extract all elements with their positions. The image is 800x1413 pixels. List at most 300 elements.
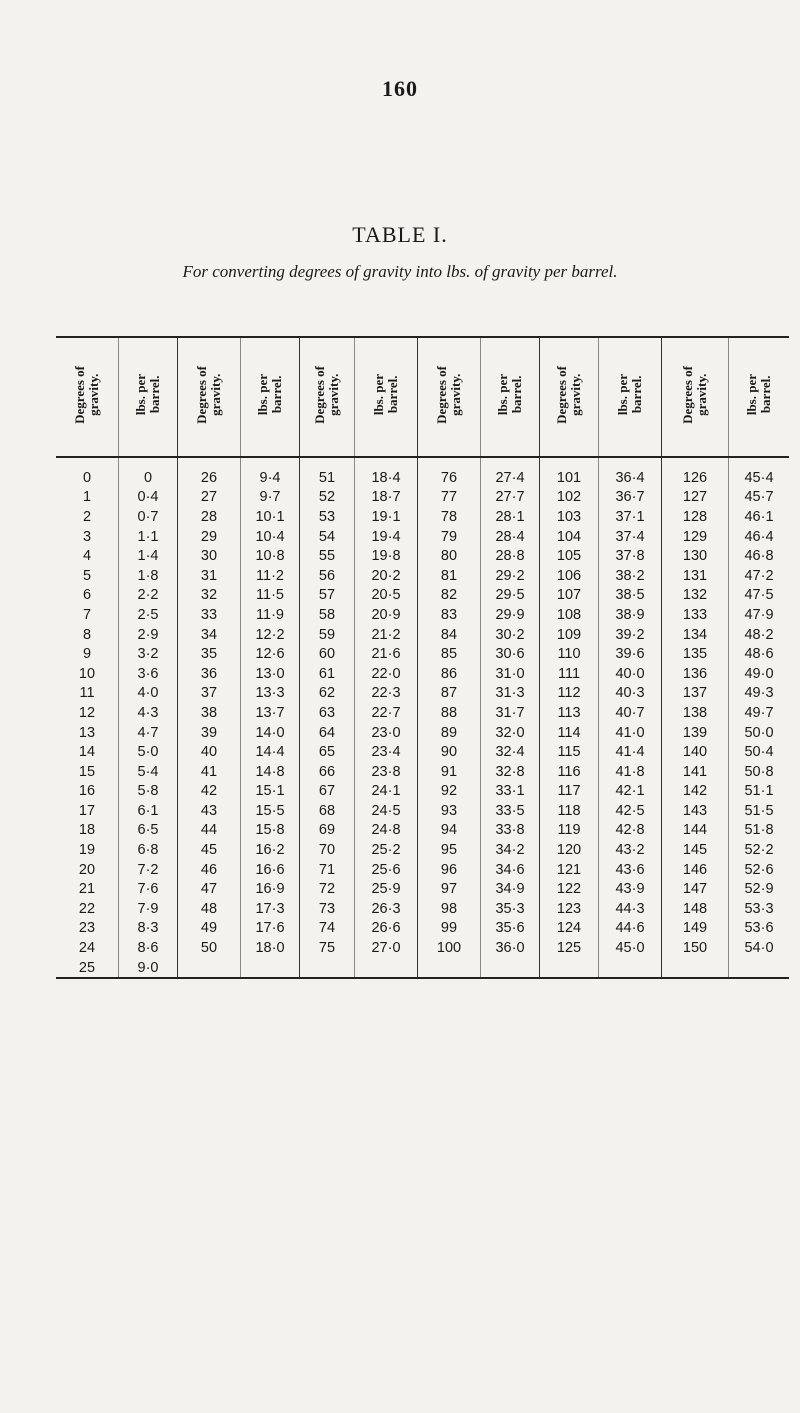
- degrees-cell: 132: [662, 586, 729, 606]
- lbs-per-barrel-cell: 22·0: [355, 664, 418, 684]
- lbs-per-barrel-cell: 19·4: [355, 527, 418, 547]
- lbs-per-barrel-cell: 45·4: [729, 457, 790, 488]
- lbs-per-barrel-cell: 9·7: [241, 488, 300, 508]
- degrees-cell: 82: [418, 586, 481, 606]
- degrees-cell: 146: [662, 860, 729, 880]
- lbs-per-barrel-cell: 1·1: [119, 527, 178, 547]
- lbs-per-barrel-cell: 23·8: [355, 762, 418, 782]
- lbs-per-barrel-cell: 36·0: [481, 938, 540, 958]
- degrees-cell: 71: [300, 860, 355, 880]
- degrees-cell: 42: [178, 782, 241, 802]
- degrees-cell: 122: [540, 879, 599, 899]
- degrees-cell: 14: [78, 744, 96, 761]
- lbs-per-barrel-cell: 34·9: [481, 879, 540, 899]
- degrees-cell: 76: [418, 457, 481, 488]
- degrees-cell: 20: [78, 861, 96, 878]
- lbs-per-barrel-cell: [481, 958, 540, 979]
- degrees-cell: 78: [418, 507, 481, 527]
- degrees-cell: 107: [540, 586, 599, 606]
- degrees-cell: 27: [178, 488, 241, 508]
- lbs-per-barrel-cell: 6·1: [119, 801, 178, 821]
- lbs-per-barrel-cell: 32·8: [481, 762, 540, 782]
- degrees-cell: 118: [540, 801, 599, 821]
- degrees-cell: 36: [178, 664, 241, 684]
- degrees-cell: 1: [82, 489, 92, 506]
- degrees-cell: 30: [178, 546, 241, 566]
- degrees-cell: [418, 958, 481, 979]
- degrees-cell: 139: [662, 723, 729, 743]
- degrees-cell: 22: [78, 900, 96, 917]
- lbs-per-barrel-cell: 49·3: [729, 684, 790, 704]
- table-title: TABLE I.: [352, 222, 448, 247]
- lbs-per-barrel-cell: 16·9: [241, 879, 300, 899]
- degrees-cell: 121: [540, 860, 599, 880]
- degrees-cell: 96: [418, 860, 481, 880]
- degrees-cell: 39: [178, 723, 241, 743]
- lbs-per-barrel-cell: 37·4: [599, 527, 662, 547]
- lbs-per-barrel-cell: 34·2: [481, 840, 540, 860]
- lbs-per-barrel-cell: 38·5: [599, 586, 662, 606]
- degrees-cell: 77: [418, 488, 481, 508]
- header-label: lbs. per barrel.: [133, 374, 162, 416]
- table-body: [56, 457, 789, 978]
- degrees-cell: 95: [418, 840, 481, 860]
- header-degrees-of-gravity: [56, 337, 119, 457]
- degrees-cell: 74: [300, 919, 355, 939]
- lbs-per-barrel-cell: 13·7: [241, 703, 300, 723]
- degrees-cell: 94: [418, 821, 481, 841]
- degrees-cell: 110: [540, 644, 599, 664]
- lbs-per-barrel-cell: 29·9: [481, 605, 540, 625]
- table-row: [56, 566, 789, 586]
- degrees-cell: 67: [300, 782, 355, 802]
- header-lbs-per-barrel: [355, 337, 418, 457]
- lbs-per-barrel-cell: 26·3: [355, 899, 418, 919]
- lbs-per-barrel-cell: 24·1: [355, 782, 418, 802]
- table-row: [56, 507, 789, 527]
- lbs-per-barrel-cell: 52·6: [729, 860, 790, 880]
- lbs-per-barrel-cell: 4·0: [119, 684, 178, 704]
- degrees-cell: 97: [418, 879, 481, 899]
- lbs-per-barrel-cell: 22·3: [355, 684, 418, 704]
- lbs-per-barrel-cell: 47·5: [729, 586, 790, 606]
- degrees-cell: 114: [540, 723, 599, 743]
- degrees-cell: 6: [82, 587, 92, 604]
- table-row: [56, 684, 789, 704]
- degrees-cell: 116: [540, 762, 599, 782]
- lbs-per-barrel-cell: 48·2: [729, 625, 790, 645]
- lbs-per-barrel-cell: 8·3: [119, 919, 178, 939]
- degrees-cell: 98: [418, 899, 481, 919]
- degrees-cell: 18: [78, 822, 96, 839]
- header-label: lbs. per barrel.: [615, 374, 644, 416]
- lbs-per-barrel-cell: 25·2: [355, 840, 418, 860]
- degrees-cell: 58: [300, 605, 355, 625]
- degrees-cell: 79: [418, 527, 481, 547]
- degrees-cell: 85: [418, 644, 481, 664]
- header-degrees-of-gravity: [540, 337, 599, 457]
- lbs-per-barrel-cell: 0: [119, 457, 178, 488]
- lbs-per-barrel-cell: 32·0: [481, 723, 540, 743]
- degrees-cell: 91: [418, 762, 481, 782]
- lbs-per-barrel-cell: 24·5: [355, 801, 418, 821]
- degrees-cell: 24: [78, 940, 96, 957]
- degrees-cell: 83: [418, 605, 481, 625]
- degrees-cell: 17: [78, 802, 96, 819]
- degrees-cell: 149: [662, 919, 729, 939]
- lbs-per-barrel-cell: 3·6: [119, 664, 178, 684]
- lbs-per-barrel-cell: [729, 958, 790, 979]
- degrees-cell: [300, 958, 355, 979]
- degrees-cell: 131: [662, 566, 729, 586]
- degrees-cell: 53: [300, 507, 355, 527]
- degrees-cell: 147: [662, 879, 729, 899]
- degrees-cell: 3: [82, 528, 92, 545]
- degrees-cell: 135: [662, 644, 729, 664]
- degrees-cell: 60: [300, 644, 355, 664]
- table-row: [56, 938, 789, 958]
- lbs-per-barrel-cell: 20·2: [355, 566, 418, 586]
- header-degrees-of-gravity: [418, 337, 481, 457]
- lbs-per-barrel-cell: 25·6: [355, 860, 418, 880]
- degrees-cell: 45: [178, 840, 241, 860]
- lbs-per-barrel-cell: 23·0: [355, 723, 418, 743]
- degrees-cell: 120: [540, 840, 599, 860]
- degrees-cell: 15: [78, 763, 96, 780]
- lbs-per-barrel-cell: 24·8: [355, 821, 418, 841]
- degrees-cell: 9: [82, 646, 92, 663]
- lbs-per-barrel-cell: 12·6: [241, 644, 300, 664]
- lbs-per-barrel-cell: 31·3: [481, 684, 540, 704]
- lbs-per-barrel-cell: 50·4: [729, 742, 790, 762]
- degrees-cell: 2: [82, 508, 92, 525]
- degrees-cell: 124: [540, 919, 599, 939]
- lbs-per-barrel-cell: 2·5: [119, 605, 178, 625]
- lbs-per-barrel-cell: 13·3: [241, 684, 300, 704]
- degrees-cell: 126: [662, 457, 729, 488]
- table-row: [56, 625, 789, 645]
- lbs-per-barrel-cell: 36·4: [599, 457, 662, 488]
- lbs-per-barrel-cell: 45·7: [729, 488, 790, 508]
- lbs-per-barrel-cell: 14·8: [241, 762, 300, 782]
- lbs-per-barrel-cell: 4·3: [119, 703, 178, 723]
- table-row: [56, 919, 789, 939]
- degrees-cell: [662, 958, 729, 979]
- degrees-cell: 25: [56, 958, 119, 979]
- lbs-per-barrel-cell: 12·2: [241, 625, 300, 645]
- lbs-per-barrel-cell: 5·4: [119, 762, 178, 782]
- lbs-per-barrel-cell: 49·0: [729, 664, 790, 684]
- lbs-per-barrel-cell: 17·6: [241, 919, 300, 939]
- degrees-cell: 125: [540, 938, 599, 958]
- lbs-per-barrel-cell: 18·4: [355, 457, 418, 488]
- lbs-per-barrel-cell: 53·6: [729, 919, 790, 939]
- header-degrees-of-gravity: [662, 337, 729, 457]
- degrees-cell: 92: [418, 782, 481, 802]
- degrees-cell: 111: [540, 664, 599, 684]
- degrees-cell: 5: [82, 567, 92, 584]
- lbs-per-barrel-cell: 40·3: [599, 684, 662, 704]
- lbs-per-barrel-cell: 40·0: [599, 664, 662, 684]
- lbs-per-barrel-cell: 33·5: [481, 801, 540, 821]
- header-label: lbs. per barrel.: [371, 374, 400, 416]
- degrees-cell: 145: [662, 840, 729, 860]
- degrees-cell: 66: [300, 762, 355, 782]
- lbs-per-barrel-cell: 19·1: [355, 507, 418, 527]
- degrees-cell: 81: [418, 566, 481, 586]
- header-label: Degrees of gravity.: [554, 366, 583, 424]
- lbs-per-barrel-cell: 50·0: [729, 723, 790, 743]
- lbs-per-barrel-cell: 42·8: [599, 821, 662, 841]
- degrees-cell: 32: [178, 586, 241, 606]
- degrees-cell: 48: [178, 899, 241, 919]
- degrees-cell: 109: [540, 625, 599, 645]
- lbs-per-barrel-cell: 16·2: [241, 840, 300, 860]
- lbs-per-barrel-cell: 11·5: [241, 586, 300, 606]
- lbs-per-barrel-cell: 14·4: [241, 742, 300, 762]
- degrees-cell: 44: [178, 821, 241, 841]
- lbs-per-barrel-cell: 47·2: [729, 566, 790, 586]
- lbs-per-barrel-cell: 15·5: [241, 801, 300, 821]
- degrees-cell: 40: [178, 742, 241, 762]
- lbs-per-barrel-cell: 10·8: [241, 546, 300, 566]
- degrees-cell: 35: [178, 644, 241, 664]
- degrees-cell: 127: [662, 488, 729, 508]
- degrees-cell: 43: [178, 801, 241, 821]
- lbs-per-barrel-cell: 9·4: [241, 457, 300, 488]
- degrees-cell: 80: [418, 546, 481, 566]
- degrees-cell: 134: [662, 625, 729, 645]
- degrees-cell: 54: [300, 527, 355, 547]
- degrees-cell: 69: [300, 821, 355, 841]
- table-row: [56, 664, 789, 684]
- degrees-cell: 26: [178, 457, 241, 488]
- table-row: [56, 742, 789, 762]
- degrees-cell: 75: [300, 938, 355, 958]
- lbs-per-barrel-cell: 13·0: [241, 664, 300, 684]
- lbs-per-barrel-cell: 5·8: [119, 782, 178, 802]
- degrees-cell: 84: [418, 625, 481, 645]
- degrees-cell: 144: [662, 821, 729, 841]
- degrees-cell: 100: [418, 938, 481, 958]
- degrees-cell: 129: [662, 527, 729, 547]
- degrees-cell: 128: [662, 507, 729, 527]
- lbs-per-barrel-cell: 32·4: [481, 742, 540, 762]
- degrees-cell: 89: [418, 723, 481, 743]
- lbs-per-barrel-cell: 46·1: [729, 507, 790, 527]
- degrees-cell: 93: [418, 801, 481, 821]
- lbs-per-barrel-cell: 50·8: [729, 762, 790, 782]
- header-lbs-per-barrel: [599, 337, 662, 457]
- lbs-per-barrel-cell: [241, 958, 300, 979]
- degrees-cell: 19: [78, 842, 96, 859]
- lbs-per-barrel-cell: 27·7: [481, 488, 540, 508]
- lbs-per-barrel-cell: 53·3: [729, 899, 790, 919]
- lbs-per-barrel-cell: 27·0: [355, 938, 418, 958]
- degrees-cell: 90: [418, 742, 481, 762]
- lbs-per-barrel-cell: 14·0: [241, 723, 300, 743]
- degrees-cell: 106: [540, 566, 599, 586]
- header-label: lbs. per barrel.: [255, 374, 284, 416]
- lbs-per-barrel-cell: 40·7: [599, 703, 662, 723]
- degrees-cell: 38: [178, 703, 241, 723]
- table-row: [56, 546, 789, 566]
- gravity-conversion-table: [56, 336, 778, 979]
- lbs-per-barrel-cell: 31·0: [481, 664, 540, 684]
- table-row: [56, 958, 789, 979]
- table-row: [56, 899, 789, 919]
- degrees-cell: 119: [540, 821, 599, 841]
- lbs-per-barrel-cell: 51·8: [729, 821, 790, 841]
- lbs-per-barrel-cell: 6·8: [119, 840, 178, 860]
- lbs-per-barrel-cell: 47·9: [729, 605, 790, 625]
- degrees-cell: 123: [540, 899, 599, 919]
- degrees-cell: 47: [178, 879, 241, 899]
- degrees-cell: 52: [300, 488, 355, 508]
- table-row: [56, 723, 789, 743]
- header-degrees-of-gravity: [178, 337, 241, 457]
- degrees-cell: 61: [300, 664, 355, 684]
- degrees-cell: 87: [418, 684, 481, 704]
- table-header-row: [56, 337, 789, 457]
- degrees-cell: 112: [540, 684, 599, 704]
- lbs-per-barrel-cell: 37·1: [599, 507, 662, 527]
- lbs-per-barrel-cell: 15·1: [241, 782, 300, 802]
- lbs-per-barrel-cell: 31·7: [481, 703, 540, 723]
- degrees-cell: 13: [78, 724, 96, 741]
- lbs-per-barrel-cell: 4·7: [119, 723, 178, 743]
- degrees-cell: 102: [540, 488, 599, 508]
- degrees-cell: 55: [300, 546, 355, 566]
- lbs-per-barrel-cell: 27·4: [481, 457, 540, 488]
- degrees-cell: 50: [178, 938, 241, 958]
- degrees-cell: 49: [178, 919, 241, 939]
- header-label: Degrees of gravity.: [194, 366, 223, 424]
- lbs-per-barrel-cell: 49·7: [729, 703, 790, 723]
- lbs-per-barrel-cell: 26·6: [355, 919, 418, 939]
- table-subtitle: For converting degrees of gravity into lbs. of gravity per barrel.: [182, 262, 618, 281]
- header-label: Degrees of gravity.: [312, 366, 341, 424]
- degrees-cell: 4: [82, 548, 92, 565]
- lbs-per-barrel-cell: 10·4: [241, 527, 300, 547]
- lbs-per-barrel-cell: 35·3: [481, 899, 540, 919]
- degrees-cell: 140: [662, 742, 729, 762]
- lbs-per-barrel-cell: 39·2: [599, 625, 662, 645]
- lbs-per-barrel-cell: 1·8: [119, 566, 178, 586]
- degrees-cell: 37: [178, 684, 241, 704]
- lbs-per-barrel-cell: 41·8: [599, 762, 662, 782]
- header-label: Degrees of gravity.: [434, 366, 463, 424]
- lbs-per-barrel-cell: 6·5: [119, 821, 178, 841]
- lbs-per-barrel-cell: 43·6: [599, 860, 662, 880]
- lbs-per-barrel-cell: 11·9: [241, 605, 300, 625]
- degrees-cell: 8: [82, 626, 92, 643]
- lbs-per-barrel-cell: 15·8: [241, 821, 300, 841]
- lbs-per-barrel-cell: 39·6: [599, 644, 662, 664]
- table-row: [56, 879, 789, 899]
- degrees-cell: 143: [662, 801, 729, 821]
- degrees-cell: 103: [540, 507, 599, 527]
- lbs-per-barrel-cell: 7·6: [119, 879, 178, 899]
- lbs-per-barrel-cell: 2·2: [119, 586, 178, 606]
- degrees-cell: 88: [418, 703, 481, 723]
- degrees-cell: 10: [78, 665, 96, 682]
- table-row: [56, 488, 789, 508]
- lbs-per-barrel-cell: 30·6: [481, 644, 540, 664]
- lbs-per-barrel-cell: 25·9: [355, 879, 418, 899]
- table-row: [56, 644, 789, 664]
- degrees-cell: 12: [78, 704, 96, 721]
- header-lbs-per-barrel: [119, 337, 178, 457]
- table-row: [56, 586, 789, 606]
- lbs-per-barrel-cell: 29·2: [481, 566, 540, 586]
- lbs-per-barrel-cell: 44·6: [599, 919, 662, 939]
- lbs-per-barrel-cell: [599, 958, 662, 979]
- lbs-per-barrel-cell: 51·1: [729, 782, 790, 802]
- degrees-cell: 21: [78, 881, 96, 898]
- header-lbs-per-barrel: [729, 337, 790, 457]
- lbs-per-barrel-cell: 20·5: [355, 586, 418, 606]
- degrees-cell: 56: [300, 566, 355, 586]
- lbs-per-barrel-cell: 3·2: [119, 644, 178, 664]
- table-row: [56, 860, 789, 880]
- degrees-cell: 108: [540, 605, 599, 625]
- table-row: [56, 605, 789, 625]
- header-label: lbs. per barrel.: [495, 374, 524, 416]
- lbs-per-barrel-cell: 5·0: [119, 742, 178, 762]
- lbs-per-barrel-cell: 7·9: [119, 899, 178, 919]
- header-label: Degrees of gravity.: [72, 366, 101, 424]
- degrees-cell: 65: [300, 742, 355, 762]
- lbs-per-barrel-cell: 17·3: [241, 899, 300, 919]
- degrees-cell: 115: [540, 742, 599, 762]
- degrees-cell: 62: [300, 684, 355, 704]
- lbs-per-barrel-cell: 44·3: [599, 899, 662, 919]
- lbs-per-barrel-cell: 7·2: [119, 860, 178, 880]
- lbs-per-barrel-cell: 42·5: [599, 801, 662, 821]
- degrees-cell: 101: [540, 457, 599, 488]
- table-row: [56, 703, 789, 723]
- degrees-cell: 117: [540, 782, 599, 802]
- lbs-per-barrel-cell: 28·1: [481, 507, 540, 527]
- lbs-per-barrel-cell: [355, 958, 418, 979]
- degrees-cell: 141: [662, 762, 729, 782]
- lbs-per-barrel-cell: 37·8: [599, 546, 662, 566]
- lbs-per-barrel-cell: 41·4: [599, 742, 662, 762]
- lbs-per-barrel-cell: 52·9: [729, 879, 790, 899]
- degrees-cell: 11: [79, 685, 95, 702]
- lbs-per-barrel-cell: 48·6: [729, 644, 790, 664]
- degrees-cell: 86: [418, 664, 481, 684]
- degrees-cell: 104: [540, 527, 599, 547]
- header-lbs-per-barrel: [241, 337, 300, 457]
- lbs-per-barrel-cell: 51·5: [729, 801, 790, 821]
- table-row: [56, 840, 789, 860]
- degrees-cell: 68: [300, 801, 355, 821]
- table-row: [56, 782, 789, 802]
- degrees-cell: 63: [300, 703, 355, 723]
- degrees-cell: 46: [178, 860, 241, 880]
- lbs-per-barrel-cell: 16·6: [241, 860, 300, 880]
- table-row: [56, 821, 789, 841]
- header-lbs-per-barrel: [481, 337, 540, 457]
- lbs-per-barrel-cell: 33·1: [481, 782, 540, 802]
- lbs-per-barrel-cell: 35·6: [481, 919, 540, 939]
- degrees-cell: 72: [300, 879, 355, 899]
- table-row: [56, 801, 789, 821]
- lbs-per-barrel-cell: 36·7: [599, 488, 662, 508]
- degrees-cell: 142: [662, 782, 729, 802]
